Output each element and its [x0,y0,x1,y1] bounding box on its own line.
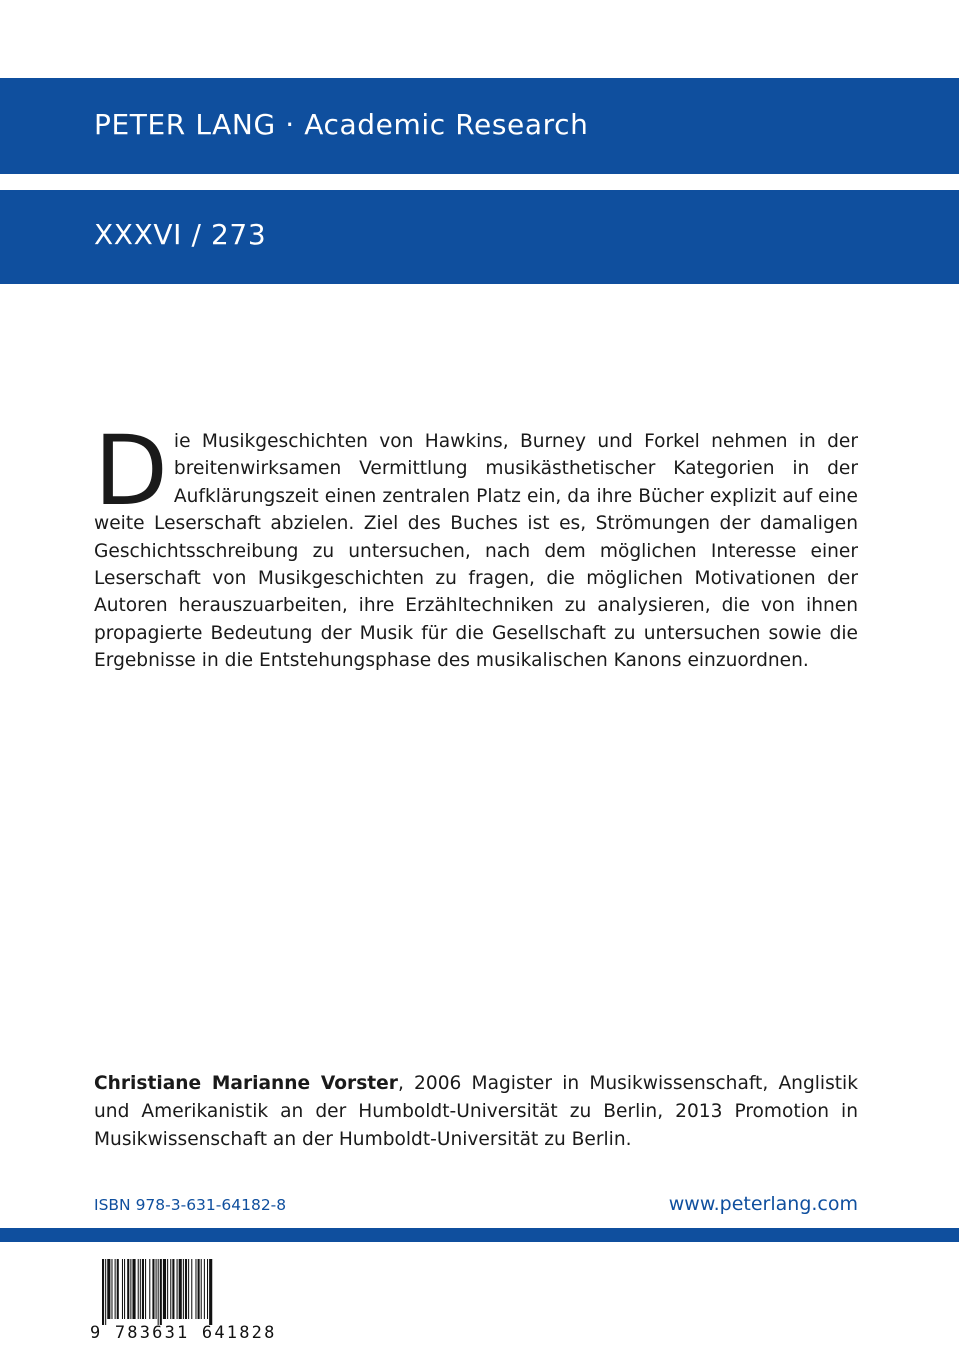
description-text: ie Musikgeschichten von Hawkins, Burney und Forkel nehmen in der breitenwirksamen Vermittlung musikästhetischer Kategorien in der Aufklärungszeit einen zentralen Platz ein, da ihre Bücher explizit auf eine weite Leserschaft abzielen. Ziel des Buches ist es, Strömungen der damaligen Geschichtsschreibung zu untersuchen, nach dem möglichen Interesse einer Leserschaft von Musikgeschichten zu fragen, die möglichen Motivationen der Autoren herauszuarbeiten, ihre Erzähltechniken zu analysieren, die von ihnen propagierte Bedeutung der Musik für die Gesellschaft zu untersuchen sowie die Ergebnisse in die Entstehungsphase des musikalischen Kanons einzuordnen. [94,431,858,672]
series-title: PETER LANG · Academic Research [94,108,589,141]
barcode-bar [107,1259,110,1319]
barcode-bar [160,1259,162,1325]
barcode-bar [204,1259,205,1319]
barcode-bar [179,1259,182,1319]
barcode-bar [163,1259,166,1319]
barcode-bar [102,1259,104,1325]
barcode-bar [170,1259,171,1319]
barcode-bar [149,1259,150,1319]
author-name: Christiane Marianne Vorster [94,1073,398,1094]
barcode-bar [122,1259,123,1319]
barcode-bar [152,1259,154,1319]
barcode-bar [191,1259,192,1319]
barcode-bar [142,1259,144,1319]
barcode-bar [198,1259,200,1319]
footer-rule [0,1228,959,1242]
book-description [94,415,858,675]
author-bio-text: , 2006 Magister in Musikwissenschaft, Anglistik und Amerikanistik an der Humboldt-Universität zu Berlin, 2013 Promotion in Musikwissenschaft an der Humboldt-Universität zu Berlin. [94,1073,858,1150]
barcode-bar [167,1259,168,1319]
barcode-digits: 9 783631 641828 [90,1323,277,1343]
barcode-bar [158,1259,159,1325]
publisher-website[interactable]: www.peterlang.com [668,1193,858,1215]
barcode-bar [188,1259,189,1319]
barcode-bars-icon [90,1255,286,1327]
barcode-bar [111,1259,112,1319]
drop-cap: D [94,415,168,527]
barcode-bar [117,1259,119,1319]
barcode-bar [185,1259,187,1319]
volume-band [0,190,959,284]
barcode-bar [127,1259,129,1319]
barcode-bar [105,1259,106,1325]
volume-number: XXXVI / 273 [94,218,267,251]
barcode-bar [209,1259,212,1325]
barcode-bar [140,1259,141,1319]
barcode-bar [138,1259,139,1319]
series-band [0,78,959,174]
author-bio [94,1070,858,1154]
barcode-bar [183,1259,184,1319]
barcode [90,1255,286,1347]
barcode-bar [207,1259,208,1319]
barcode-bar [156,1259,157,1319]
barcode-bar [115,1259,116,1319]
barcode-bar [130,1259,131,1319]
isbn-label: ISBN 978-3-631-64182-8 [94,1196,287,1214]
barcode-bar [172,1259,174,1319]
barcode-bar [201,1259,202,1319]
barcode-bar [195,1259,196,1319]
barcode-bar [132,1259,135,1319]
barcode-bar [124,1259,125,1319]
barcode-bar [177,1259,178,1319]
barcode-bar [145,1259,146,1319]
